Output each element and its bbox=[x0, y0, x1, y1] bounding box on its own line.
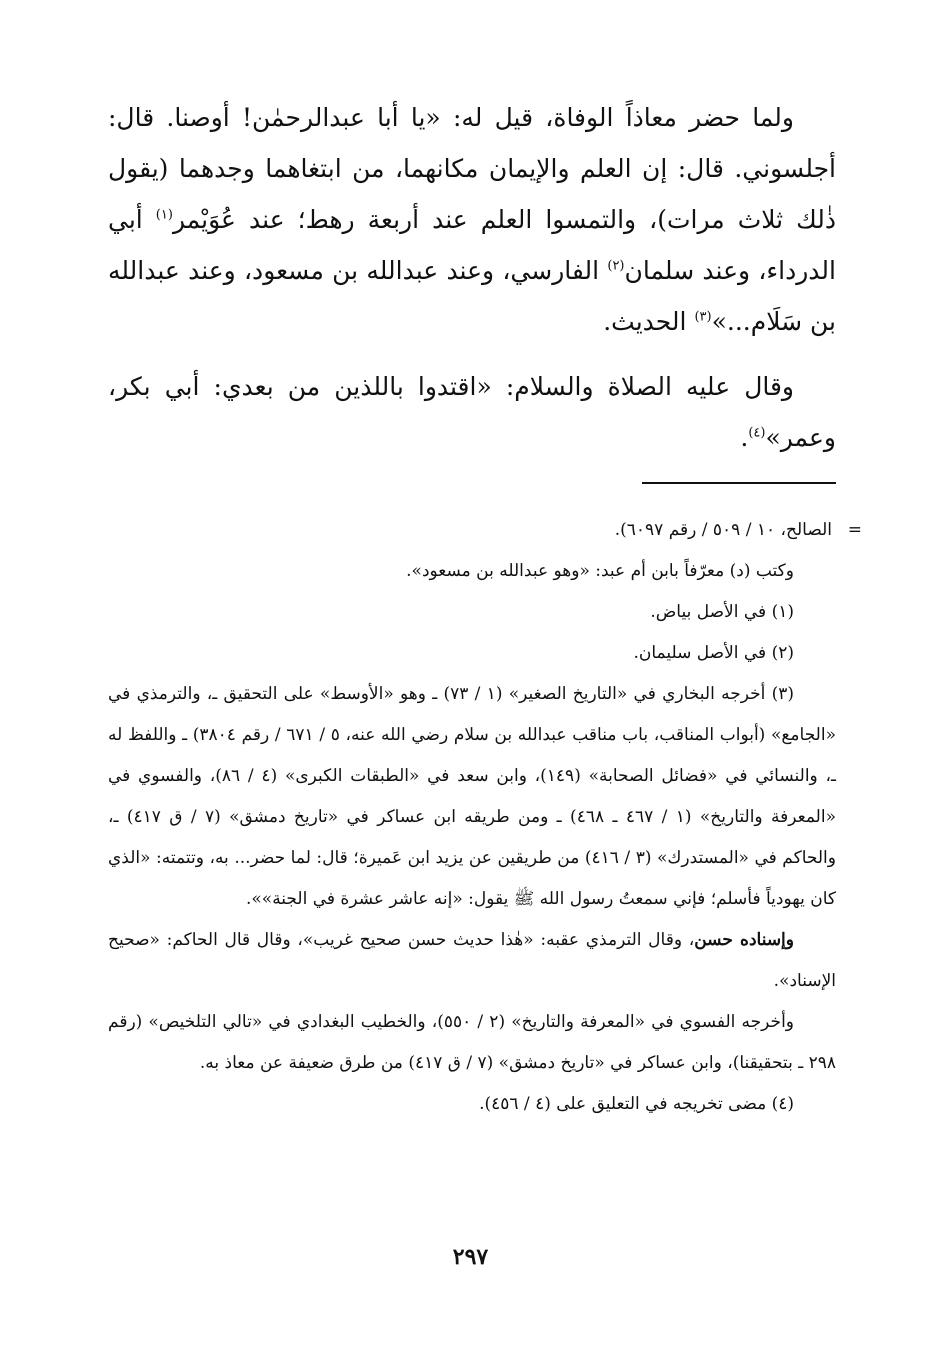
footnote-1: (١) في الأصل بياض. bbox=[650, 602, 794, 622]
main-text: أبي الدرداء، وعند سلمان bbox=[108, 205, 836, 285]
footnote-ref-4[interactable]: (٤) bbox=[748, 425, 766, 441]
main-text: الفارسي، وعند عبدالله بن مسعود، وعند عبدالله بن سَلَام...» bbox=[108, 256, 836, 336]
main-paragraph-1 bbox=[108, 92, 836, 347]
footnote-3-more: وأخرجه الفسوي في «المعرفة والتاريخ» (٢ / ٥٥٠)، والخطيب البغدادي في «تالي التلخيص» (رقم ٢٩٨ ـ بتحقيقنا)، وابن عساكر في «تاريخ دمشق» (٧ / ق ٤١٧) من طرق ضعيفة عن معاذ به. bbox=[108, 1012, 836, 1073]
footnote-2: (٢) في الأصل سليمان. bbox=[633, 643, 794, 663]
footnote-3: (٣) أخرجه البخاري في «التاريخ الصغير» (١ / ٧٣) ـ وهو «الأوسط» على التحقيق ـ، والترمذي في «الجامع» (أبواب المناقب، باب مناقب عبدالله بن سلام رضي الله عنه، ٥ / ٦٧١ / رقم ٣٨٠٤) ـ واللفظ له ـ، والنسائي في «فضائل الصحابة» (١٤٩)، وابن سعد في «الطبقات الكبرى» (٤ / ٨٦)، والفسوي في «المعرفة والتاريخ» (١ / ٤٦٧ ـ ٤٦٨) ـ ومن طريقه ابن عساكر في «تاريخ دمشق» (٧ / ق ٤١٧) ـ، والحاكم في «المستدرك» (٣ / ٤١٦) من طريقين عن يزيد ابن عَميرة؛ قال: لما حضر... به، وتتمته: «الذي كان يهودياً فأسلم؛ فإني سمعتُ رسول الله ﷺ يقول: «إنه عاشر عشرة في الجنة»». bbox=[108, 684, 836, 909]
footnote-separator bbox=[642, 482, 836, 484]
footnote-editor-note: وكتب (د) معرّفاً بابن أم عبد: «وهو عبدالله بن مسعود». bbox=[406, 561, 794, 581]
main-text: وقال عليه الصلاة والسلام: «اقتدوا باللذين من بعدي: أبي بكر، وعمر» bbox=[108, 372, 836, 452]
main-text: . bbox=[740, 423, 749, 452]
continuation-mark: = bbox=[847, 520, 862, 540]
footnote-continued bbox=[108, 510, 862, 551]
footnote-text: الصالح، ١٠ / ٥٠٩ / رقم ٦٠٩٧). bbox=[614, 520, 832, 540]
footnote-text: ، وقال الترمذي عقبه: «هٰذا حديث حسن صحيح غريب»، وقال قال الحاكم: «صحيح الإسناد». bbox=[108, 930, 836, 991]
footnote-ref-1[interactable]: (١) bbox=[155, 207, 173, 223]
page-number: ٢٩٧ bbox=[452, 1244, 489, 1270]
footnote-ref-3[interactable]: (٣) bbox=[694, 309, 712, 325]
isnad-label: وإسناده حسن bbox=[694, 930, 794, 950]
main-text: ولما حضر معاذاً الوفاة، قيل له: «يا أبا عبدالرحمٰن! أوصنا. قال: أجلسوني. قال: إن العلم والإيمان مكانهما، من ابتغاهما وجدهما (يقول ذٰلك ثلاث مرات)، والتمسوا العلم عند أربعة رهط؛ عند عُوَيْمر bbox=[108, 103, 836, 234]
footnote-4: (٤) مضى تخريجه في التعليق على (٤ / ٤٥٦). bbox=[479, 1094, 794, 1114]
footnote-3-isnad bbox=[108, 920, 836, 1002]
footnotes-section bbox=[108, 510, 862, 1125]
footnote-ref-2[interactable]: (٢) bbox=[607, 258, 625, 274]
page-content bbox=[108, 92, 862, 1114]
main-text: الحديث. bbox=[603, 307, 695, 336]
main-paragraph-2 bbox=[108, 361, 836, 463]
